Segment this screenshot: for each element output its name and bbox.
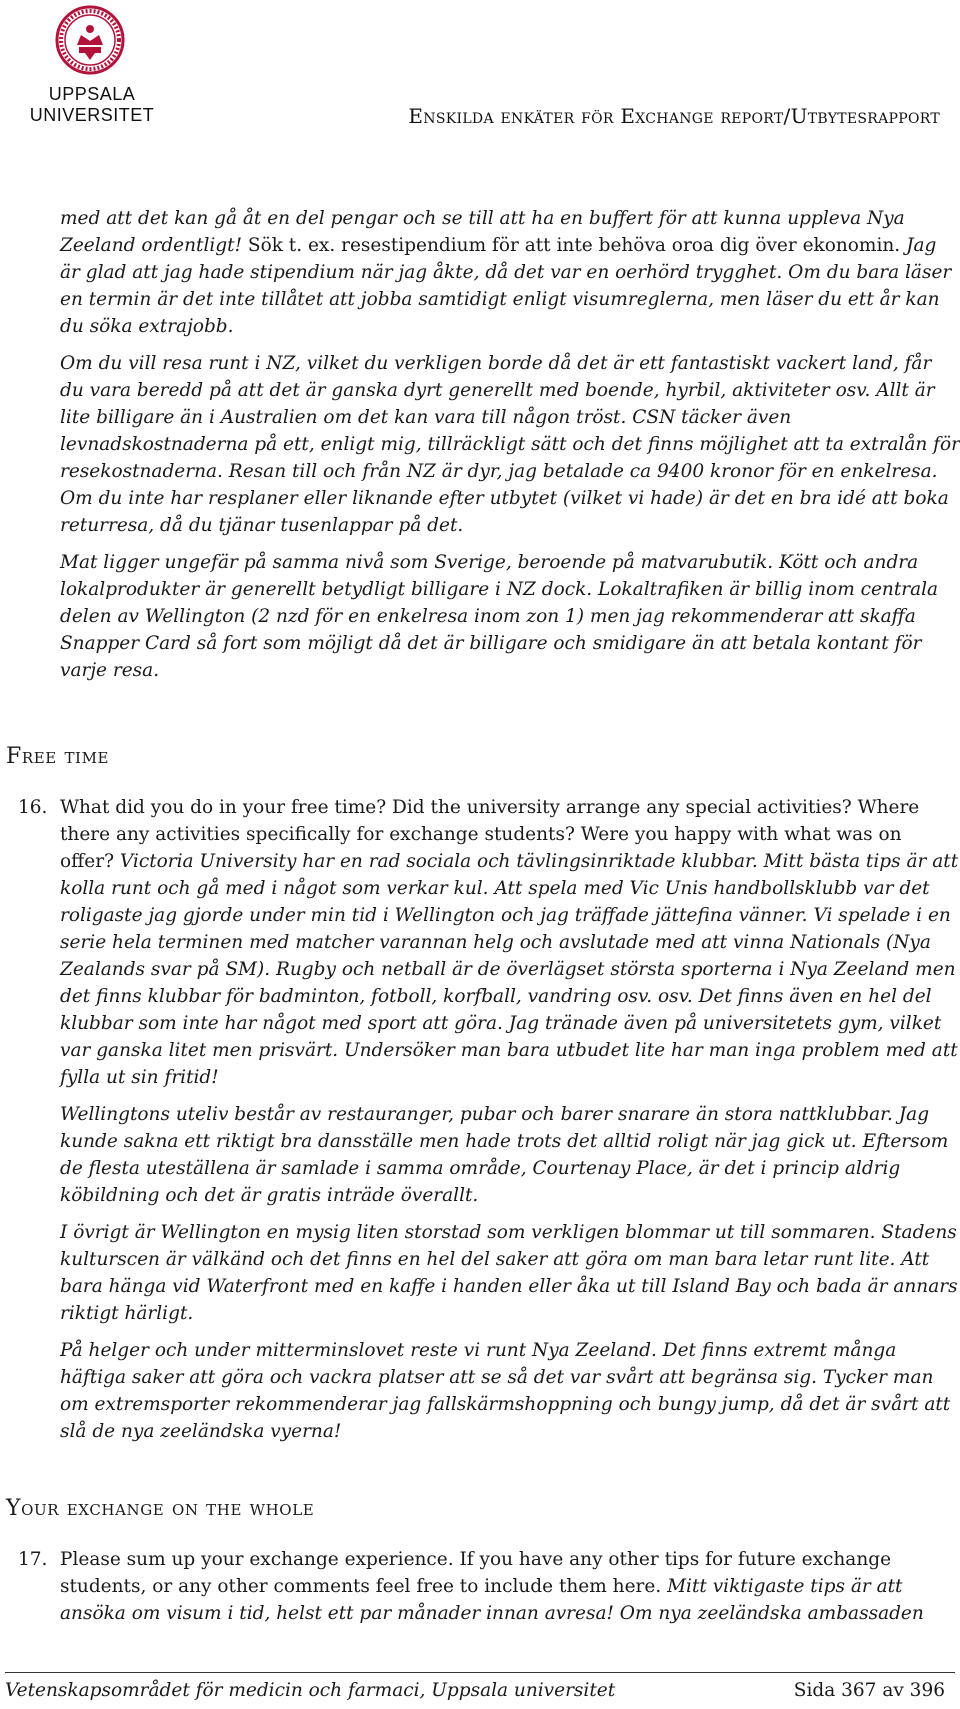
university-name [27,84,157,126]
question-17 [18,1546,960,1637]
question-17-body [60,1546,960,1627]
intro-text [60,205,960,694]
footer-faculty: Vetenskapsområdet för medicin och farmaci, Uppsala universitet [5,1680,616,1701]
page-header [0,0,960,140]
intro-paragraph-3: Mat ligger ungefär på samma nivå som Sverige, beroende på matvarubutik. Kött och andra lokalprodukter är generellt betydligt billigare i NZ dock. Lokaltrafiken är billig inom centrala delen av Wellington (2 nzd för en enkelresa inom zon 1) men jag rekommenderar att skaffa Snapper Card så fort som möjligt då det är billigare och smidigare än att betala kontant för varje resa. [60,552,939,681]
section-heading-exchange-whole: Your exchange on the whole [6,1496,315,1521]
university-name-line2: UNIVERSITET [29,105,155,125]
question-16-answer-start: Victoria University har en rad sociala och tävlingsinriktade klubbar. Mitt bästa tips är att kolla runt och gå med i något som verkar kul. Att spela med Vic Unis handbollsklubb var det roligaste jag gjorde under min tid i Wellington och jag träffade jättefina vänner. Vi spelade i en serie hela terminen med matcher varannan helg och avslutade med att vinna Nationals (Nya Zealands svar på SM). Rugby och netball är de överlägset största sporterna i Nya Zeeland men det finns klubbar för badminton, fotboll, korfball, vandring osv. osv. Det finns även en hel del klubbar som inte har något med sport att göra. Jag tränade även på universitetets gym, vilket var ganska litet men prisvärt. Undersöker man bara utbudet lite har man inga problem med att fylla ut sin fritid! [60,851,959,1088]
footer-divider [5,1672,955,1673]
question-number: 16. [18,797,48,818]
question-16-body [60,794,960,1445]
question-16 [18,794,960,1455]
intro-paragraph-1-end: Jag är glad att jag hade stipendium när jag åkte, då det var en oerhörd trygghet. Om du bara läser en termin är det inte tillåtet att jobba samtidigt enligt visumreglerna, men läser du ett år kan du söka extrajobb. [60,235,952,337]
report-title: Enskilda enkäter för Exchange report/Utbytesrapport [408,104,940,128]
intro-paragraph-1 [60,205,960,340]
question-16-paragraph-1 [60,794,960,1091]
intro-paragraph-2: Om du vill resa runt i NZ, vilket du verkligen borde då det är ett fantastiskt vackert land, får du vara beredd på att det är ganska dyrt generellt med boende, hyrbil, aktiviteter osv. Allt är lite billigare än i Australien om det kan vara till någon tröst. CSN täcker även levnadskostnaderna på ett, enligt mig, tillräckligt sätt och det finns möjlighet att ta extralån för resekostnaderna. Resan till och från NZ är dyr, jag betalade ca 9400 kronor för en enkelresa. Om du inte har resplaner eller liknande efter utbytet (vilket vi hade) är det en bra idé att boka returresa, då du tjänar tusenlappar på det. [60,353,960,536]
footer-page-number: Sida 367 av 396 [793,1680,945,1701]
question-number: 17. [18,1549,48,1570]
question-16-text: What did you do in your free time? Did the university arrange any special activities? Where there any activities specifically for exchange students? Were you happy with what was on offer? [60,797,920,872]
university-name-line1: UPPSALA [48,84,136,104]
question-16-answer-paragraph-4: På helger och under mitterminslovet reste vi runt Nya Zeeland. Det finns extremt många häftiga saker att göra och vackra platser att se så det var svårt att begränsa sig. Tycker man om extremsporter rekommenderar jag fallskärmshoppning och bungy jump, då det är svårt att slå de nya zeeländska vyerna! [60,1340,951,1442]
question-16-answer-paragraph-3: I övrigt är Wellington en mysig liten storstad som verkligen blommar ut till sommaren. Stadens kulturscen är välkänd och det finns en hel del saker att göra om man bara letar runt lite. Att bara hänga vid Waterfront med en kaffe i handen eller åka ut till Island Bay och bada är annars riktigt härligt. [60,1222,958,1324]
intro-paragraph-1-start: med att det kan gå åt en del pengar och se till att ha en buffert för att kunna uppleva Nya Zeeland ordentligt! [60,208,905,256]
question-16-answer-paragraph-2: Wellingtons uteliv består av restauranger, pubar och barer snarare än stora nattklubbar. Jag kunde sakna ett riktigt bra dansställe men hade trots det alltid roligt när jag gick ut. Eftersom de flesta uteställena är samlade i samma område, Courtenay Place, är det i princip aldrig köbildning och det är gratis inträde överallt. [60,1104,949,1206]
section-heading-free-time: Free time [6,744,110,769]
question-17-text: Please sum up your exchange experience. If you have any other tips for future exchange students, or any other comments feel free to include them here. [60,1549,892,1597]
question-17-paragraph-1 [60,1546,960,1627]
uppsala-university-seal-logo [55,5,125,75]
page-footer [0,1672,960,1709]
question-17-answer: Mitt viktigaste tips är att ansöka om visum i tid, helst ett par månader innan avresa! Om nya zeeländska ambassaden [60,1576,924,1624]
intro-paragraph-1-upright: Sök t. ex. resestipendium för att inte behöva oroa dig över ekonomin. [247,235,901,256]
